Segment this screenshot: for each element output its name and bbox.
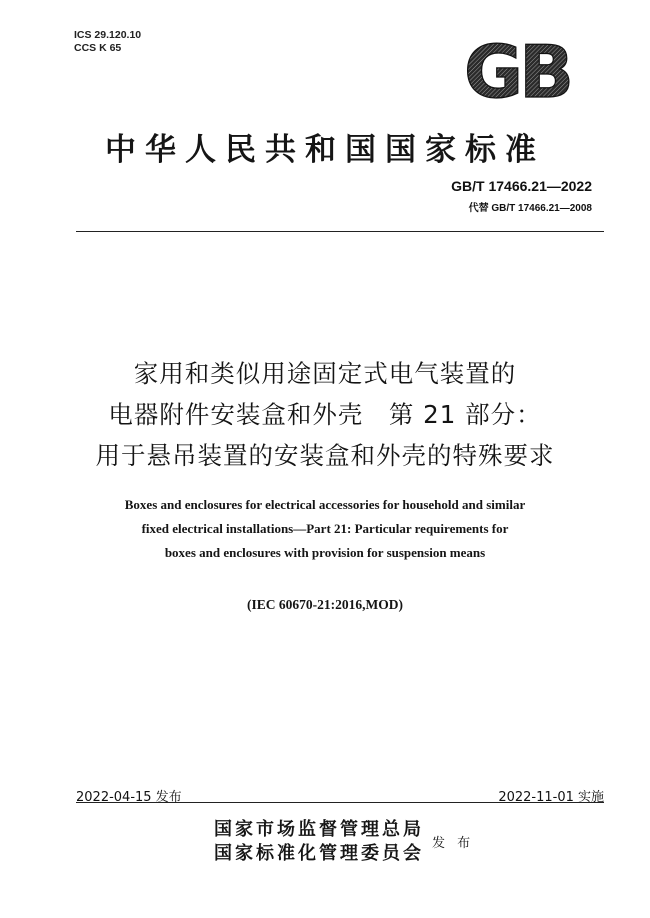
gb-logo — [441, 37, 593, 103]
implementation-date: 2022-11-01 实施 — [498, 790, 604, 805]
svg-text:GB: GB — [464, 37, 570, 103]
chinese-title-line: 电器附件安装盒和外壳 第 21 部分： — [108, 400, 542, 429]
ics-code: ICS 29.120.10 — [74, 29, 142, 41]
chinese-title-line: 家用和类似用途固定式电气装置的 — [133, 359, 517, 388]
footer-divider — [76, 802, 604, 803]
issuer-line: 国家市场监督管理总局 — [214, 819, 424, 840]
issuer-line: 国家标准化管理委员会 — [214, 843, 424, 864]
classification-codes — [74, 29, 141, 55]
publish-label: 发 布 — [432, 836, 475, 851]
iec-reference: (IEC 60670-21:2016,MOD) — [247, 597, 403, 612]
issue-date: 2022-04-15 发布 — [76, 790, 182, 805]
issuing-authorities — [214, 818, 424, 866]
english-title-line: boxes and enclosures with provision for suspension means — [164, 545, 486, 560]
replaces-standard: 代替 GB/T 17466.21—2008 — [468, 203, 592, 214]
ccs-code: CCS K 65 — [74, 42, 122, 54]
chinese-title-line: 用于悬吊装置的安装盒和外壳的特殊要求 — [95, 441, 555, 470]
english-title — [0, 493, 650, 565]
standard-number: GB/T 17466.21—2022 — [451, 178, 592, 194]
english-title-line: Boxes and enclosures for electrical accessories for household and similar — [124, 497, 526, 512]
header-divider — [76, 231, 604, 232]
english-title-line: fixed electrical installations—Part 21: Particular requirements for — [141, 521, 509, 536]
standard-type-title: 中华人民共和国国家标准 — [105, 132, 545, 168]
chinese-title — [0, 353, 650, 476]
